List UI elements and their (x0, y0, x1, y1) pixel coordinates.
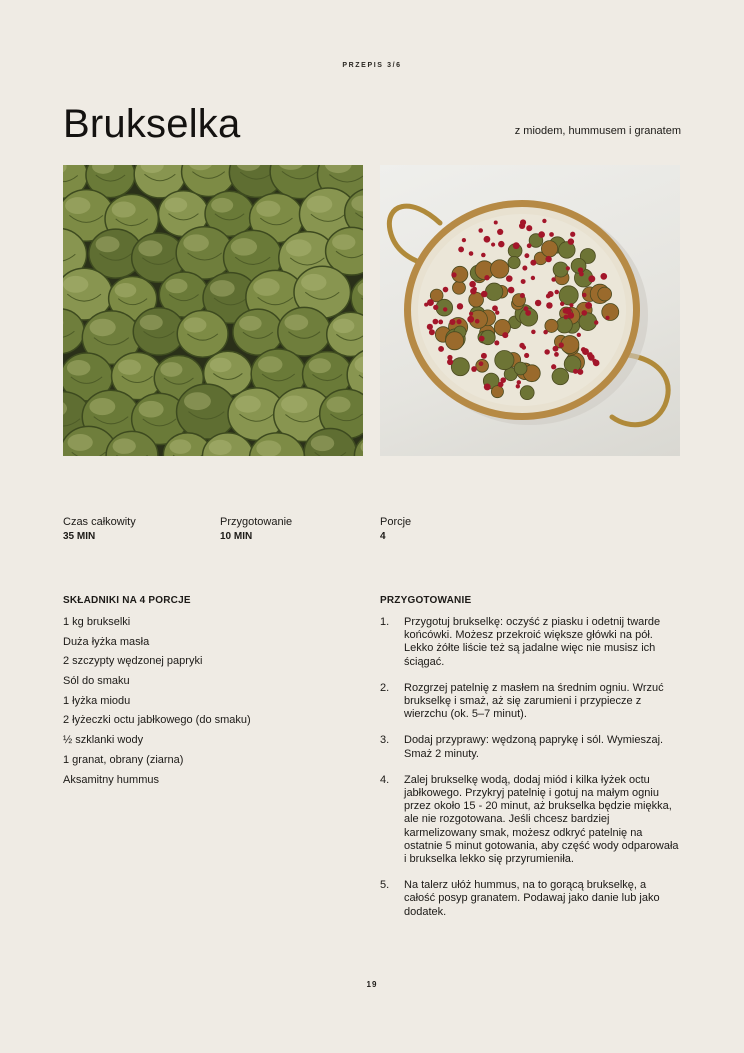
recipe-subtitle: z miodem, hummusem i granatem (514, 125, 681, 137)
list-item: 2 łyżeczki octu jabłkowego (do smaku) (63, 714, 251, 727)
ingredients-list (63, 616, 353, 787)
step-text: Zalej brukselkę wodą, dodaj miód i kilka łyżek octu jabłkowego. Przykryj patelnię i gotuj na małym ogniu przez około 15 - 20 minut, aż brukselka będzie miękka, ale nie rozgotowana. Jeśli chcesz bardziej karmelizowany smak, możesz odkryć patelnię na ostatnie 5 minut gotowania, aby część wody odparowała i brukselka lekko się przyrumieniła. (404, 773, 679, 866)
step-text: Dodaj przyprawy: wędzoną paprykę i sól. Wymieszaj. Smaż 2 minuty. (404, 734, 664, 760)
list-item: 2 szczypty wędzonej papryki (63, 655, 203, 668)
stat-label: Porcje (380, 516, 412, 528)
list-item: 1 granat, obrany (ziarna) (63, 753, 184, 766)
list-item: 1 kg brukselki (63, 616, 131, 628)
list-item: Duża łyżka masła (63, 635, 150, 648)
steps-list (380, 616, 680, 919)
preparation-heading: PRZYGOTOWANIE (380, 595, 472, 606)
step-text: Na talerz ułóż hummus, na to gorącą brukselkę, a całość posyp granatem. Podawaj jako danie lub jako dodatek. (404, 879, 660, 918)
step-text: Przygotuj brukselkę: oczyść z piasku i odetnij twarde końcówki. Możesz przekroić większe główki na pół. Lekko żółte liście też są jadalne więc nie musisz ich ściągać. (404, 616, 661, 668)
stat-value: 35 MIN (63, 531, 96, 542)
recipe-title: Brukselka (63, 102, 241, 146)
stat-label: Czas całkowity (63, 516, 136, 528)
stat-value: 10 MIN (220, 531, 253, 542)
step-item (380, 774, 680, 866)
recipe-counter: PRZEPIS 3/6 (342, 62, 402, 69)
brussels-sprouts-photo (63, 165, 363, 456)
step-number: 4. (380, 773, 390, 786)
step-number: 3. (380, 734, 390, 747)
step-item (380, 616, 680, 669)
page-number: 19 (366, 980, 378, 989)
step-text: Rozgrzej patelnię z masłem na średnim ogniu. Wrzuć brukselkę i smaż, aż się zarumieni i przypiecze z wierzchu (ok. 5–7 minut). (404, 681, 664, 721)
list-item: ½ szklanki wody (63, 734, 144, 747)
step-number: 5. (380, 879, 390, 892)
stat-servings (380, 516, 411, 542)
list-item: Aksamitny hummus (63, 773, 159, 786)
stat-prep-time (220, 516, 292, 542)
stat-label: Przygotowanie (220, 516, 293, 528)
step-number: 1. (380, 616, 390, 628)
stat-value: 4 (380, 531, 386, 542)
step-item (380, 682, 680, 722)
ingredients-section (63, 595, 353, 793)
list-item: 1 łyżka miodu (63, 694, 131, 707)
step-item (380, 734, 680, 760)
ingredients-heading: SKŁADNIKI NA 4 PORCJE (63, 595, 191, 606)
preparation-section (380, 595, 680, 932)
list-item: Sól do smaku (63, 675, 130, 688)
pan-photo (380, 165, 680, 456)
step-item (380, 879, 680, 919)
stat-total-time (63, 516, 136, 542)
step-number: 2. (380, 681, 390, 694)
